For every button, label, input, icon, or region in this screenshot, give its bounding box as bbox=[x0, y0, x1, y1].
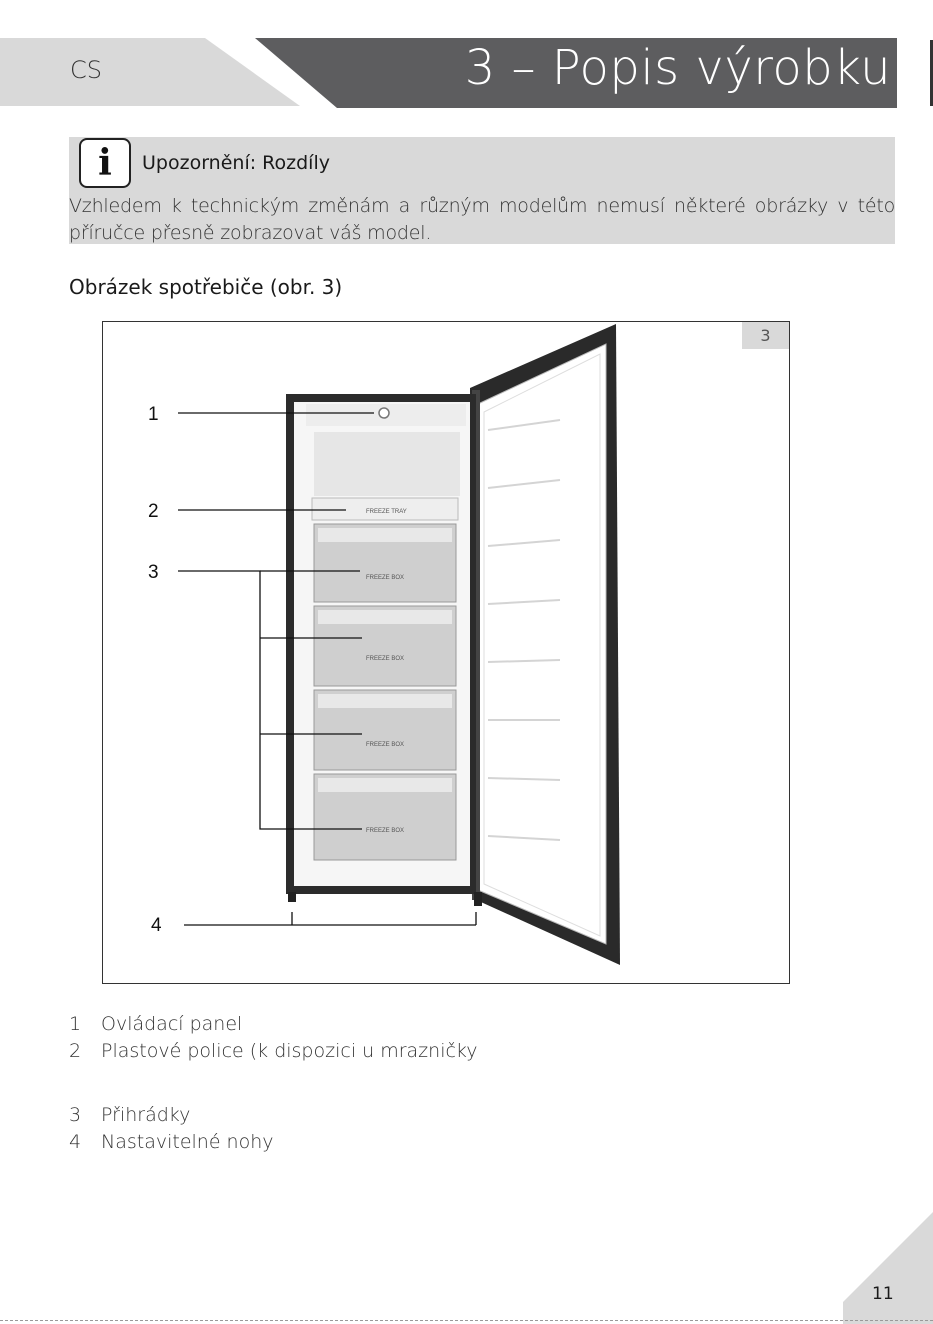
drawer-1 bbox=[314, 524, 456, 602]
section-heading: Obrázek spotřebiče (obr. 3) bbox=[69, 275, 343, 299]
foot-left bbox=[288, 892, 296, 902]
legend-item bbox=[69, 1104, 190, 1126]
page-number: 11 bbox=[872, 1284, 894, 1304]
drawer-3-label: FREEZE BOX bbox=[366, 742, 405, 748]
legend-number: 1 bbox=[69, 1013, 82, 1035]
drawer-2-label: FREEZE BOX bbox=[366, 656, 405, 662]
callout-1: 1 bbox=[148, 404, 159, 425]
foot-right bbox=[474, 892, 482, 906]
chapter-title: 3 – Popis výrobku bbox=[464, 40, 891, 96]
drawer-2 bbox=[314, 606, 456, 686]
drawer-4 bbox=[314, 774, 456, 860]
legend-item bbox=[69, 1013, 242, 1035]
drawer-3 bbox=[314, 690, 456, 770]
shelf-label: FREEZE TRAY bbox=[366, 509, 407, 515]
top-compartment bbox=[314, 432, 460, 496]
callout-3: 3 bbox=[148, 562, 159, 583]
legend-text: Plastové police (k dispozici u mrazničky bbox=[101, 1040, 478, 1062]
legend-number: 3 bbox=[69, 1104, 82, 1126]
callout-2: 2 bbox=[148, 501, 159, 522]
drawer-3-rim bbox=[318, 694, 452, 708]
legend-number: 2 bbox=[69, 1040, 82, 1062]
callout-4: 4 bbox=[151, 915, 162, 936]
figure-number: 3 bbox=[742, 322, 789, 349]
legend-item bbox=[69, 1131, 274, 1153]
door-inner bbox=[478, 344, 606, 944]
legend-text: Ovládací panel bbox=[101, 1013, 243, 1035]
drawer-2-rim bbox=[318, 610, 452, 624]
language-code: CS bbox=[70, 56, 102, 84]
legend-text: Přihrádky bbox=[101, 1104, 191, 1126]
drawer-1-rim bbox=[318, 528, 452, 542]
notice-title: Upozornění: Rozdíly bbox=[142, 152, 330, 174]
legend-item bbox=[69, 1040, 478, 1062]
drawer-4-label: FREEZE BOX bbox=[366, 828, 405, 834]
control-knob-icon bbox=[379, 408, 389, 418]
info-icon-glyph: i bbox=[98, 142, 112, 184]
notice-body: Vzhledem k technickým změnám a různým modelům nemusí některé obrázky v této příručce přesně zobrazovat váš model. bbox=[69, 195, 895, 244]
legend-text: Nastavitelné nohy bbox=[101, 1131, 274, 1153]
drawer-4-rim bbox=[318, 778, 452, 792]
legend-number: 4 bbox=[69, 1131, 82, 1153]
drawer-1-label: FREEZE BOX bbox=[366, 575, 405, 581]
bottom-rule bbox=[0, 1320, 933, 1321]
